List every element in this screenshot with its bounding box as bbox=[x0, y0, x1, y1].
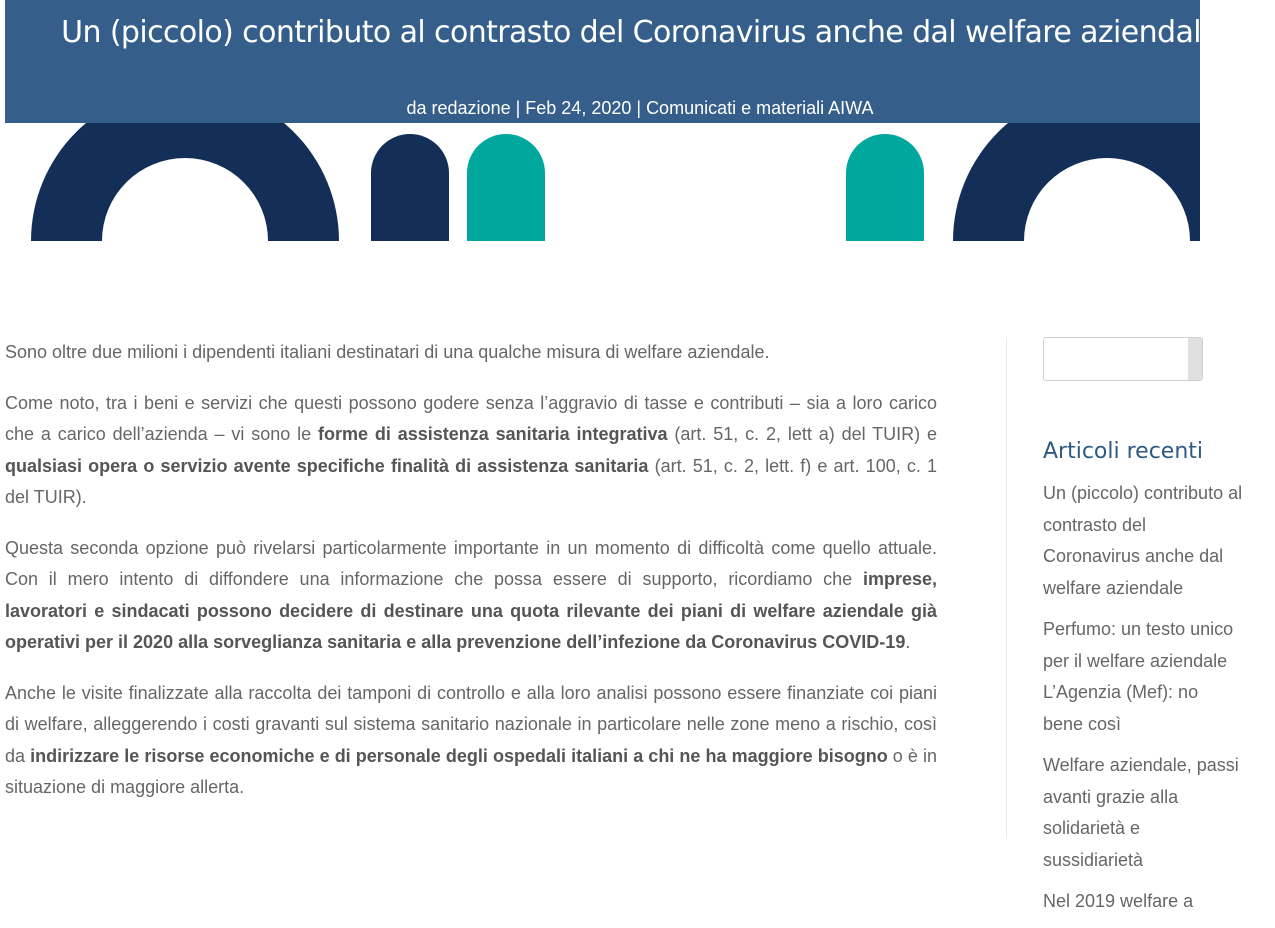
text: Anche le visite finalizzate alla raccolta dei tamponi di controllo e alla loro analisi possono essere finanziate coi piani di welfare, alleggerendo i costi gravanti sul sistema sanitario nazionale in particolare nelle zone meno a rischio, così da bbox=[5, 682, 937, 766]
text: (art. 51, c. 2, lett a) del TUIR) e bbox=[667, 424, 937, 444]
post-title: Un (piccolo) contributo al contrasto del Coronavirus anche dal welfare aziendale bbox=[61, 15, 1219, 50]
post-meta bbox=[5, 97, 1275, 119]
paragraph-4 bbox=[5, 678, 937, 804]
text: o è in situazione di maggiore allerta. bbox=[5, 745, 938, 797]
teal-pill-left bbox=[467, 134, 545, 241]
text: Questa seconda opzione può rivelarsi particolarmente importante in un momento di difficoltà come quello attuale. Con il mero intento di diffondere una informazione che possa essere di supporto, ricordiamo che bbox=[5, 537, 937, 589]
paragraph-1: Sono oltre due milioni i dipendenti italiani destinatari di una qualche misura di welfare aziendale. bbox=[5, 342, 770, 362]
bold-text: indirizzare le risorse economiche e di personale degli ospedali italiani a chi ne ha maggiore bisogno bbox=[30, 745, 888, 766]
post-content bbox=[5, 337, 937, 823]
bold-text: forme di assistenza sanitaria integrativa bbox=[318, 424, 668, 444]
bold-text: qualsiasi opera o servizio avente specifiche finalità di assistenza sanitaria bbox=[5, 455, 649, 476]
search-button[interactable] bbox=[1188, 338, 1202, 380]
recent-post-link[interactable]: Welfare aziendale, passi avanti grazie alla solidarietà e sussidiarietà bbox=[1043, 755, 1239, 870]
recent-posts-list bbox=[1043, 478, 1243, 928]
recent-posts-heading: Articoli recenti bbox=[1043, 439, 1204, 464]
paragraph-3 bbox=[5, 533, 937, 659]
bold-text: imprese, lavoratori e sindacati possono decidere di destinare una quota rilevante dei piani di welfare aziendale già operativi per il 2020 alla sorveglianza sanitaria e alla prevenzione dell’infezione da Coronavirus COVID-19 bbox=[5, 569, 937, 652]
text: (art. 51, c. 2, lett. f) e art. 100, c. 1 del TUIR). bbox=[5, 455, 937, 507]
navy-pill bbox=[371, 134, 449, 241]
recent-post-link[interactable]: Un (piccolo) contributo al contrasto del Coronavirus anche dal welfare aziendale bbox=[1043, 483, 1243, 598]
featured-image bbox=[0, 123, 1200, 243]
recent-post-link[interactable]: Perfumo: un testo unico per il welfare aziendale L’Agenzia (Mef): no bene così bbox=[1043, 619, 1234, 734]
sidebar-divider bbox=[1006, 337, 1007, 839]
text: . bbox=[905, 632, 911, 652]
paragraph-2 bbox=[5, 388, 937, 514]
meta-separator: | bbox=[631, 98, 647, 118]
meta-separator: | bbox=[510, 98, 526, 118]
search-input[interactable] bbox=[1043, 337, 1203, 381]
category-link[interactable]: Comunicati e materiali AIWA bbox=[646, 98, 874, 118]
author-link[interactable]: redazione bbox=[431, 98, 511, 118]
recent-post-link[interactable]: Nel 2019 welfare a bbox=[1043, 891, 1194, 911]
author-prefix: da bbox=[406, 98, 432, 118]
teal-pill-right bbox=[846, 134, 924, 241]
post-date: Feb 24, 2020 bbox=[525, 98, 632, 118]
text: Come noto, tra i beni e servizi che questi possono godere senza l’aggravio di tasse e contributi – sia a loro carico che a carico dell’azienda – vi sono le bbox=[5, 392, 937, 444]
